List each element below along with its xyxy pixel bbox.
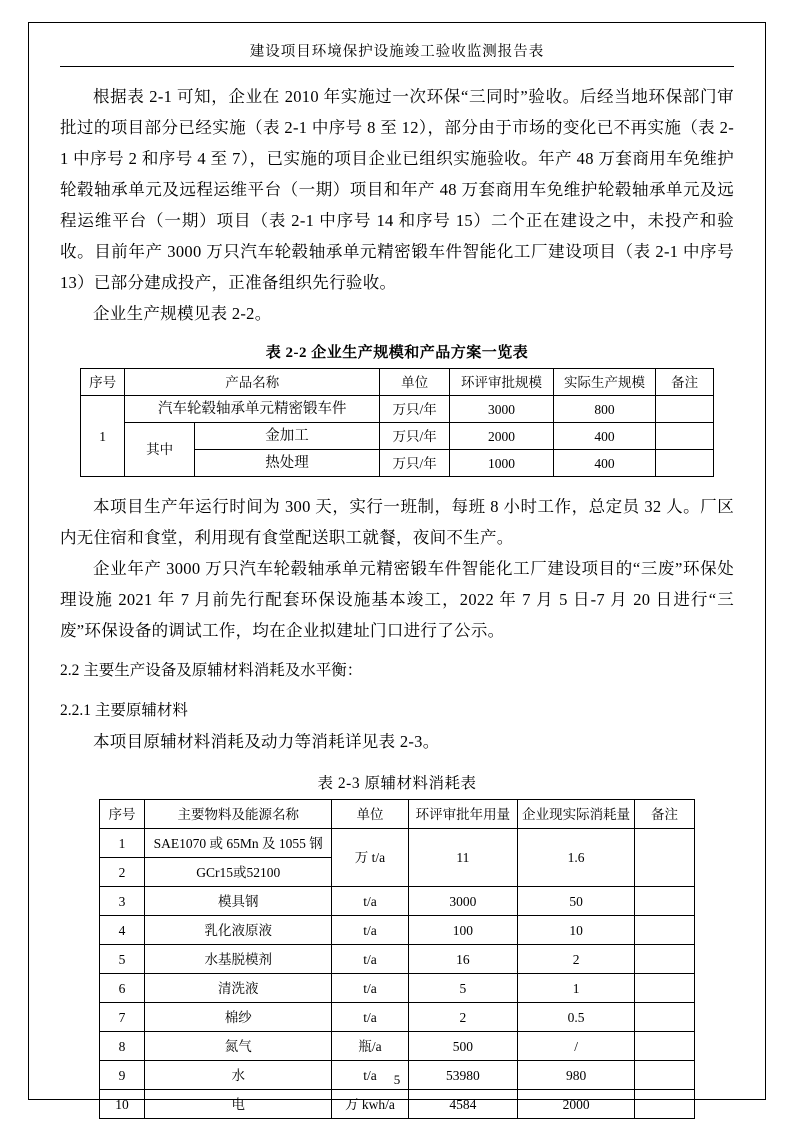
cell-approved: 3000 xyxy=(450,396,554,423)
table-row xyxy=(81,423,714,450)
cell-no: 4 xyxy=(100,916,145,945)
cell-unit: t/a xyxy=(332,1003,408,1032)
table-row xyxy=(100,916,695,945)
page-header-title: 建设项目环境保护设施竣工验收监测报告表 xyxy=(60,40,734,67)
paragraph-4: 企业年产 3000 万只汽车轮毂轴承单元精密锻车件智能化工厂建设项目的“三废”环保处理设施 2021 年 7 月前先行配套环保设施基本竣工，2022 年 7 月 5 日-7 月 20 日进行“三废”环保设备的调试工作，均在企业拟建址门口进行了公示。 xyxy=(60,559,734,640)
cell-approved: 100 xyxy=(408,916,518,945)
cell-actual: 400 xyxy=(553,450,655,477)
cell-note xyxy=(634,887,694,916)
th-product-name: 产品名称 xyxy=(125,369,380,396)
cell-material-name: GCr15或52100 xyxy=(145,858,332,887)
cell-actual: 1.6 xyxy=(518,829,635,887)
th-unit: 单位 xyxy=(332,800,408,829)
table-2-2 xyxy=(80,368,714,477)
cell-unit: t/a xyxy=(332,916,408,945)
cell-note xyxy=(634,1032,694,1061)
cell-no: 1 xyxy=(100,829,145,858)
cell-actual: / xyxy=(518,1032,635,1061)
table-row xyxy=(81,396,714,423)
cell-actual: 10 xyxy=(518,916,635,945)
cell-no: 2 xyxy=(100,858,145,887)
cell-approved: 2000 xyxy=(450,423,554,450)
cell-approved: 3000 xyxy=(408,887,518,916)
cell-unit: t/a xyxy=(332,974,408,1003)
cell-product-name: 金加工 xyxy=(194,423,379,450)
table-row-header xyxy=(81,369,714,396)
cell-no: 1 xyxy=(81,396,125,477)
th-material-name: 主要物料及能源名称 xyxy=(145,800,332,829)
cell-note xyxy=(656,450,714,477)
table-2-3 xyxy=(99,799,695,1119)
table-2-3-caption: 表 2-3 原辅材料消耗表 xyxy=(317,775,477,792)
paragraph-3: 本项目生产年运行时间为 300 天，实行一班制，每班 8 小时工作，总定员 32 人。厂区内无住宿和食堂，利用现有食堂配送职工就餐，夜间不生产。 xyxy=(60,497,734,547)
th-unit: 单位 xyxy=(380,369,450,396)
cell-material-name: 电 xyxy=(145,1090,332,1119)
cell-actual: 980 xyxy=(518,1061,635,1090)
section-heading-2-2: 2.2 主要生产设备及原辅材料消耗及水平衡： xyxy=(60,662,363,679)
cell-actual: 0.5 xyxy=(518,1003,635,1032)
cell-note xyxy=(656,423,714,450)
cell-note xyxy=(634,916,694,945)
table-2-2-caption: 表 2-2 企业生产规模和产品方案一览表 xyxy=(265,345,529,361)
cell-no: 9 xyxy=(100,1061,145,1090)
cell-no: 10 xyxy=(100,1090,145,1119)
cell-material-name: 水 xyxy=(145,1061,332,1090)
th-note: 备注 xyxy=(656,369,714,396)
table-row xyxy=(100,1032,695,1061)
th-actual-consumption: 企业现实际消耗量 xyxy=(518,800,635,829)
cell-approved: 500 xyxy=(408,1032,518,1061)
th-approved-annual: 环评审批年用量 xyxy=(408,800,518,829)
cell-actual: 2000 xyxy=(518,1090,635,1119)
cell-unit: t/a xyxy=(332,945,408,974)
cell-no: 7 xyxy=(100,1003,145,1032)
cell-approved: 16 xyxy=(408,945,518,974)
page-content xyxy=(60,40,734,1119)
cell-actual: 800 xyxy=(553,396,655,423)
paragraph-1: 根据表 2-1 可知，企业在 2010 年实施过一次环保“三同时”验收。后经当地环保部门审批过的项目部分已经实施（表 2-1 中序号 8 至 12），部分由于市场的变化已不再实施（表 2-1 中序号 2 和序号 4 至 7），已实施的项目企业已组织实施验收。年产 48 万套商用车免维护轮毂轴承单元及远程运维平台（一期）项目和年产 48 万套商用车免维护轮毂轴承单元及远程运维平台（一期）项目（表 2-1 中序号 14 和序号 15）二个正在建设之中，未投产和验收。目前年产 3000 万只汽车轮毂轴承单元精密锻车件智能化工厂建设项目（表 2-1 中序号 13）已部分建成投产，正准备组织先行验收。 xyxy=(60,87,734,292)
cell-sub-label: 其中 xyxy=(125,423,195,477)
cell-approved: 2 xyxy=(408,1003,518,1032)
section-heading-2-2-1: 2.2.1 主要原辅材料 xyxy=(60,702,188,719)
cell-unit: t/a xyxy=(332,1061,408,1090)
cell-material-name: SAE1070 或 65Mn 及 1055 钢 xyxy=(145,829,332,858)
table-row xyxy=(100,887,695,916)
cell-actual: 400 xyxy=(553,423,655,450)
page-number: 5 xyxy=(393,1072,401,1087)
th-actual-scale: 实际生产规模 xyxy=(553,369,655,396)
th-note: 备注 xyxy=(634,800,694,829)
cell-material-name: 乳化液原液 xyxy=(145,916,332,945)
cell-no: 5 xyxy=(100,945,145,974)
cell-unit: 万只/年 xyxy=(380,423,450,450)
table-row-header xyxy=(100,800,695,829)
cell-actual: 1 xyxy=(518,974,635,1003)
cell-unit: 万只/年 xyxy=(380,396,450,423)
cell-note xyxy=(634,945,694,974)
cell-note xyxy=(634,1090,694,1119)
table-row xyxy=(100,829,695,858)
table-row xyxy=(100,1090,695,1119)
th-no: 序号 xyxy=(81,369,125,396)
cell-note xyxy=(634,829,694,887)
cell-note xyxy=(634,1003,694,1032)
cell-material-name: 氮气 xyxy=(145,1032,332,1061)
cell-material-name: 棉纱 xyxy=(145,1003,332,1032)
cell-unit: 万 kwh/a xyxy=(332,1090,408,1119)
table-row xyxy=(100,974,695,1003)
cell-approved: 5 xyxy=(408,974,518,1003)
cell-unit: 瓶/a xyxy=(332,1032,408,1061)
table-row xyxy=(100,945,695,974)
cell-note xyxy=(656,396,714,423)
paragraph-5: 本项目原辅材料消耗及动力等消耗详见表 2-3。 xyxy=(93,732,440,751)
cell-material-name: 水基脱模剂 xyxy=(145,945,332,974)
cell-actual: 2 xyxy=(518,945,635,974)
cell-approved: 11 xyxy=(408,829,518,887)
cell-note xyxy=(634,974,694,1003)
cell-unit: 万只/年 xyxy=(380,450,450,477)
cell-product-name: 热处理 xyxy=(194,450,379,477)
cell-no: 8 xyxy=(100,1032,145,1061)
cell-actual: 50 xyxy=(518,887,635,916)
cell-material-name: 模具钢 xyxy=(145,887,332,916)
cell-unit: t/a xyxy=(332,887,408,916)
cell-no: 6 xyxy=(100,974,145,1003)
th-approved-scale: 环评审批规模 xyxy=(450,369,554,396)
table-row xyxy=(100,1003,695,1032)
cell-material-name: 清洗液 xyxy=(145,974,332,1003)
cell-unit: 万 t/a xyxy=(332,829,408,887)
cell-approved: 53980 xyxy=(408,1061,518,1090)
paragraph-2: 企业生产规模见表 2-2。 xyxy=(93,304,272,323)
th-no: 序号 xyxy=(100,800,145,829)
cell-approved: 1000 xyxy=(450,450,554,477)
cell-approved: 4584 xyxy=(408,1090,518,1119)
cell-no: 3 xyxy=(100,887,145,916)
cell-product-name: 汽车轮毂轴承单元精密锻车件 xyxy=(125,396,380,423)
